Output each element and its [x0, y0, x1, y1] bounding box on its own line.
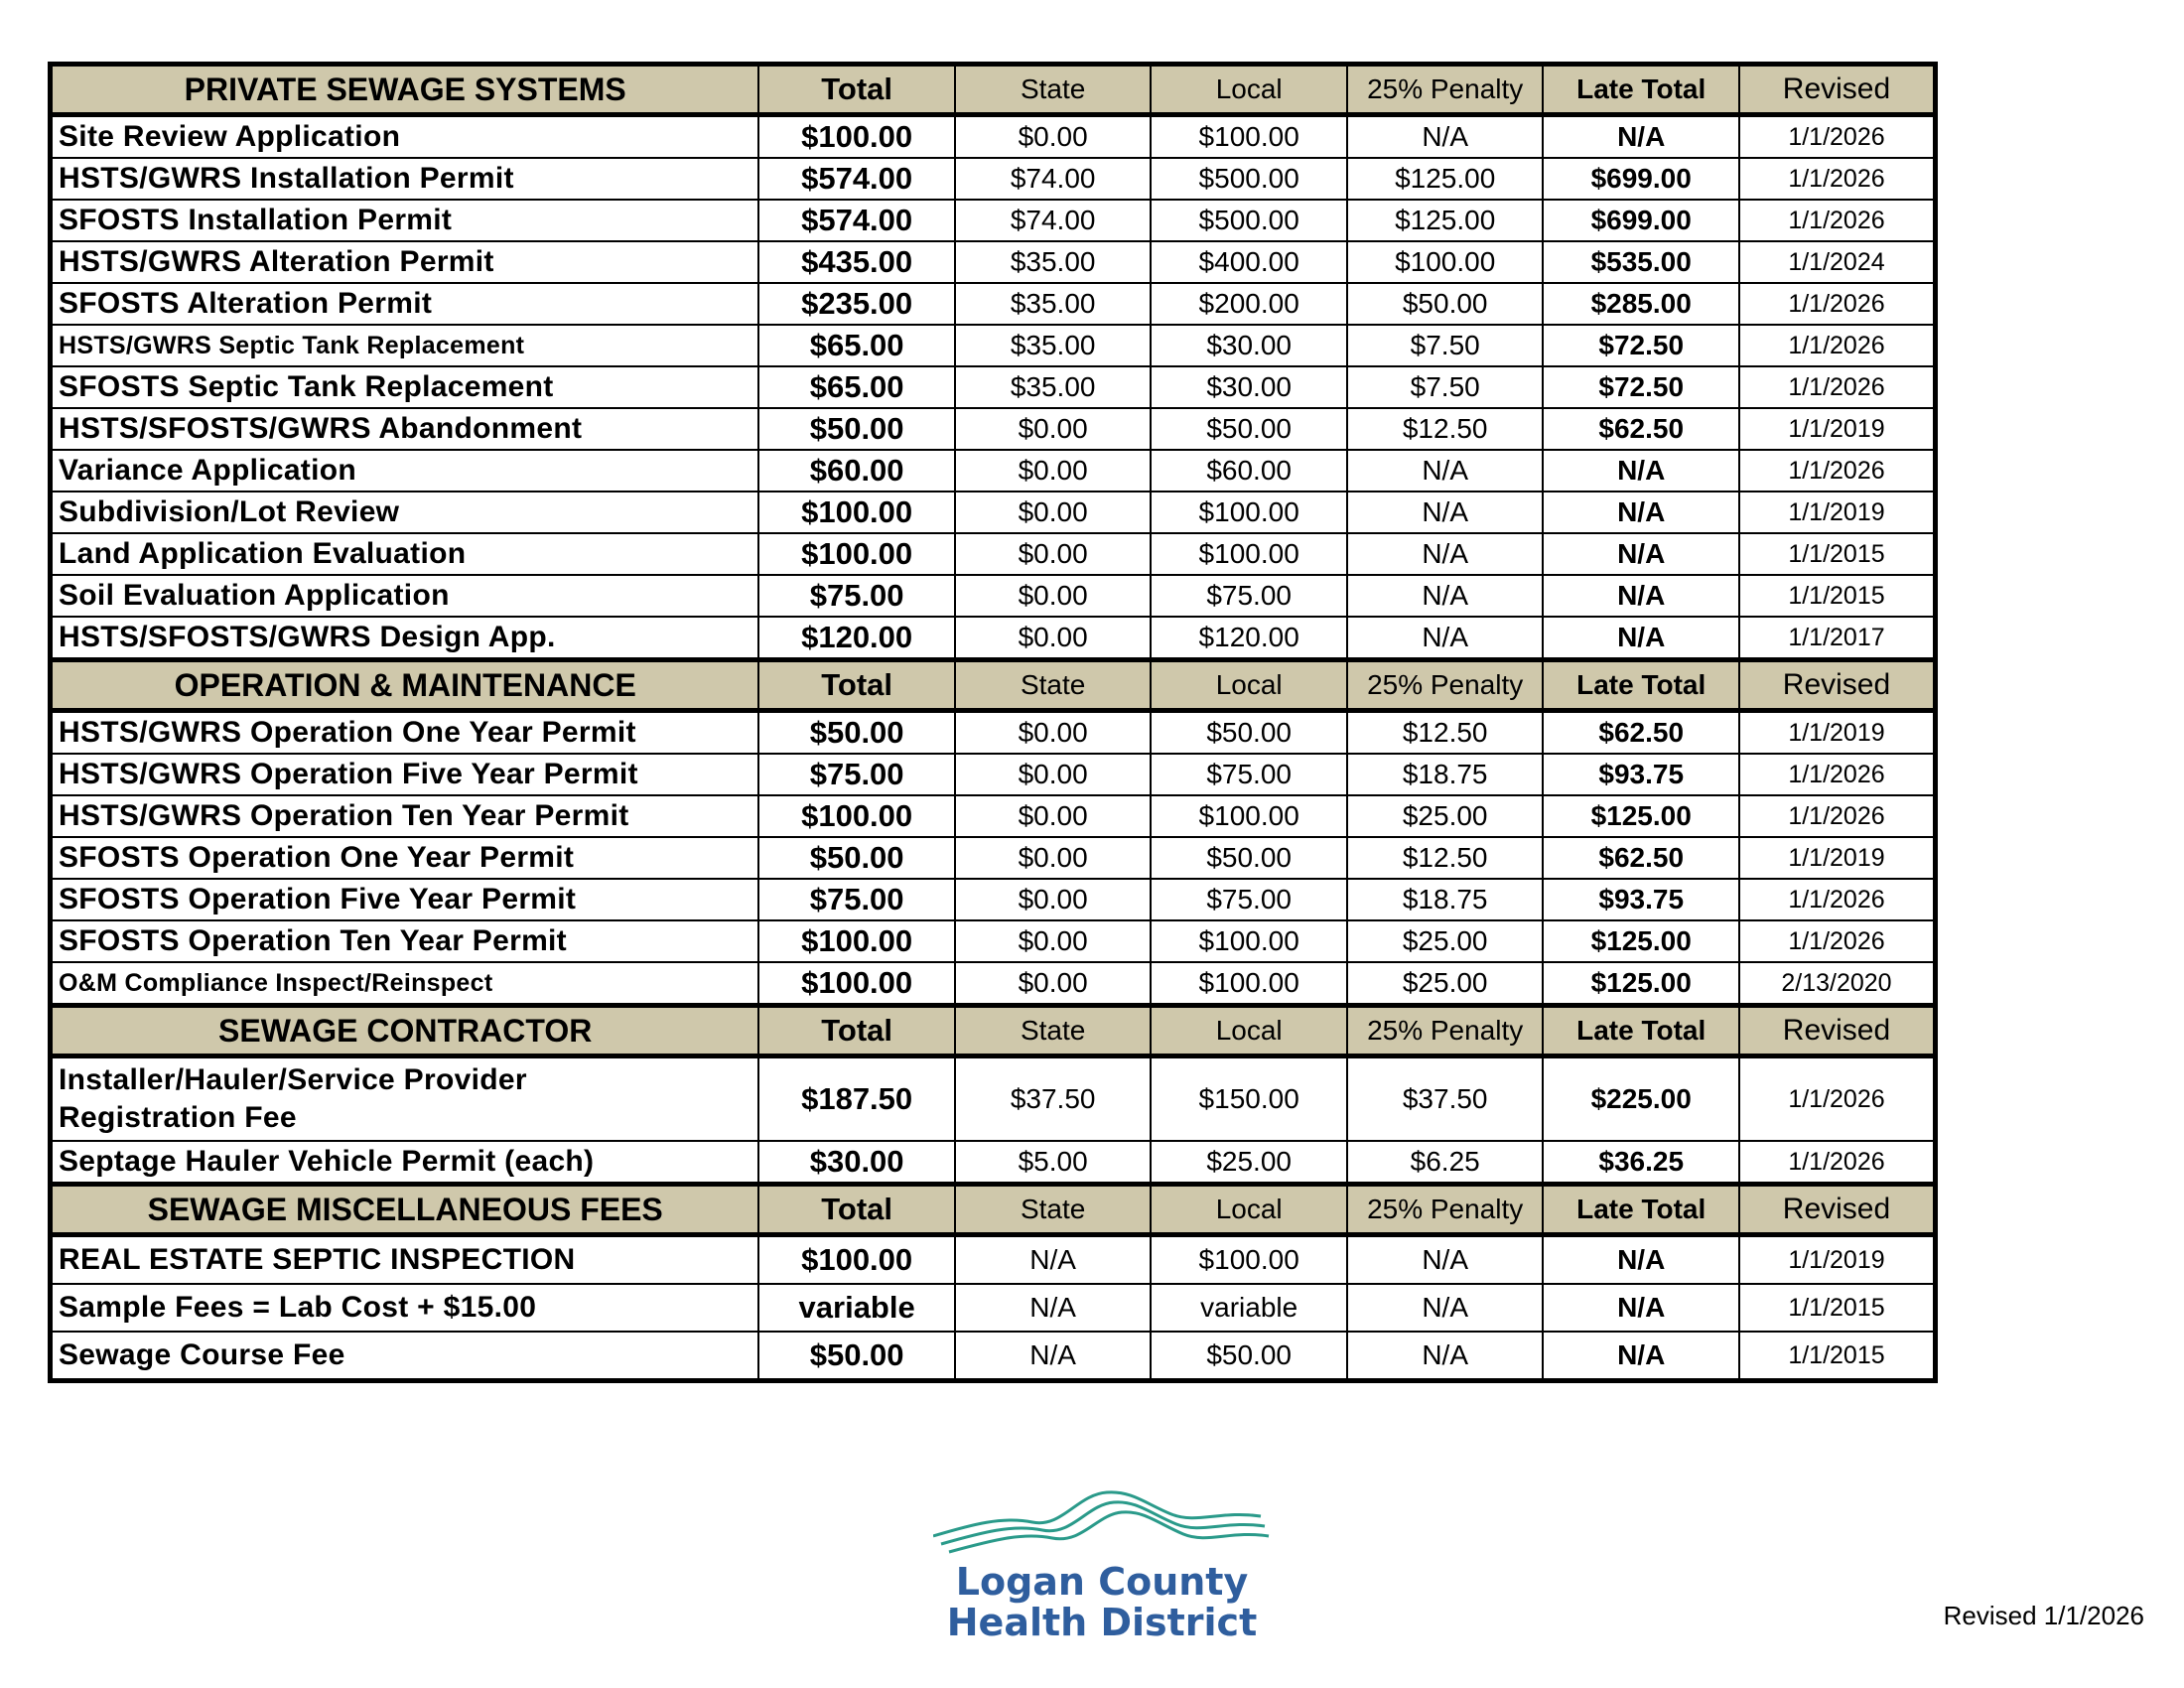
column-header-penalty: 25% Penalty: [1347, 65, 1544, 115]
fee-late-total: $93.75: [1543, 879, 1739, 920]
fee-revised: 1/1/2019: [1739, 492, 1936, 533]
fee-state: $0.00: [955, 408, 1152, 450]
fee-local: $30.00: [1151, 366, 1347, 408]
fee-late-total: $125.00: [1543, 962, 1739, 1006]
section-header: [51, 65, 1936, 115]
column-header-revised: Revised: [1739, 1006, 1936, 1056]
fee-total: $100.00: [758, 920, 955, 962]
fee-total: $60.00: [758, 450, 955, 492]
section-title: PRIVATE SEWAGE SYSTEMS: [51, 65, 759, 115]
fee-name: HSTS/GWRS Operation Five Year Permit: [51, 754, 759, 795]
fee-state: $74.00: [955, 158, 1152, 200]
fee-row: [51, 711, 1936, 755]
fee-row: [51, 1235, 1936, 1285]
fee-revised: 1/1/2019: [1739, 837, 1936, 879]
fee-state: $35.00: [955, 325, 1152, 366]
fee-state: $0.00: [955, 450, 1152, 492]
logo-line-1: Logan County: [955, 1560, 1249, 1604]
fee-state: $0.00: [955, 617, 1152, 660]
fee-row: [51, 408, 1936, 450]
fee-total: $50.00: [758, 837, 955, 879]
fee-revised: 2/13/2020: [1739, 962, 1936, 1006]
fee-penalty: $50.00: [1347, 283, 1544, 325]
fee-row: [51, 1141, 1936, 1185]
fee-local: $30.00: [1151, 325, 1347, 366]
fee-local: $50.00: [1151, 408, 1347, 450]
column-header-revised: Revised: [1739, 660, 1936, 711]
fee-penalty: $100.00: [1347, 241, 1544, 283]
fee-late-total: N/A: [1543, 1235, 1739, 1285]
fee-local: $100.00: [1151, 115, 1347, 159]
fee-name: SFOSTS Septic Tank Replacement: [51, 366, 759, 408]
fee-row: [51, 200, 1936, 241]
fee-revised: 1/1/2026: [1739, 325, 1936, 366]
fee-state: $35.00: [955, 241, 1152, 283]
fee-total: $30.00: [758, 1141, 955, 1185]
fee-late-total: $62.50: [1543, 408, 1739, 450]
section-title: SEWAGE CONTRACTOR: [51, 1006, 759, 1056]
fee-row: [51, 533, 1936, 575]
fee-penalty: N/A: [1347, 450, 1544, 492]
fee-late-total: N/A: [1543, 1332, 1739, 1381]
fee-row: [51, 158, 1936, 200]
fee-state: $37.50: [955, 1056, 1152, 1142]
fee-late-total: $125.00: [1543, 795, 1739, 837]
section-header: [51, 660, 1936, 711]
fee-penalty: $25.00: [1347, 795, 1544, 837]
fee-revised: 1/1/2026: [1739, 115, 1936, 159]
fee-name: Sewage Course Fee: [51, 1332, 759, 1381]
fee-revised: 1/1/2015: [1739, 1284, 1936, 1332]
fee-state: $0.00: [955, 962, 1152, 1006]
fee-local: $120.00: [1151, 617, 1347, 660]
fee-name: HSTS/SFOSTS/GWRS Design App.: [51, 617, 759, 660]
column-header-local: Local: [1151, 1185, 1347, 1235]
fee-row: [51, 837, 1936, 879]
column-header-penalty: 25% Penalty: [1347, 1006, 1544, 1056]
fee-penalty: N/A: [1347, 533, 1544, 575]
fee-local: $200.00: [1151, 283, 1347, 325]
mountain-waves-icon: [933, 1475, 1271, 1564]
fee-row: [51, 575, 1936, 617]
fee-late-total: $699.00: [1543, 200, 1739, 241]
column-header-total: Total: [758, 1185, 955, 1235]
logan-county-logo: [933, 1475, 1271, 1643]
fee-state: $0.00: [955, 795, 1152, 837]
column-header-total: Total: [758, 1006, 955, 1056]
fee-late-total: $72.50: [1543, 325, 1739, 366]
fee-total: $100.00: [758, 492, 955, 533]
fee-penalty: $6.25: [1347, 1141, 1544, 1185]
fee-revised: 1/1/2019: [1739, 1235, 1936, 1285]
fee-name: SFOSTS Operation One Year Permit: [51, 837, 759, 879]
section-header: [51, 1006, 1936, 1056]
fee-local: variable: [1151, 1284, 1347, 1332]
fee-name: Site Review Application: [51, 115, 759, 159]
fee-local: $100.00: [1151, 533, 1347, 575]
fee-total: $574.00: [758, 200, 955, 241]
fee-penalty: $7.50: [1347, 366, 1544, 408]
section-title: SEWAGE MISCELLANEOUS FEES: [51, 1185, 759, 1235]
logo-line-2: Health District: [946, 1601, 1258, 1644]
fee-late-total: $699.00: [1543, 158, 1739, 200]
fee-row: [51, 795, 1936, 837]
fee-row: [51, 617, 1936, 660]
fee-local: $150.00: [1151, 1056, 1347, 1142]
column-header-total: Total: [758, 660, 955, 711]
section-header: [51, 1185, 1936, 1235]
fee-late-total: $36.25: [1543, 1141, 1739, 1185]
fee-name: HSTS/GWRS Alteration Permit: [51, 241, 759, 283]
fee-local: $50.00: [1151, 1332, 1347, 1381]
fee-name: HSTS/GWRS Operation One Year Permit: [51, 711, 759, 755]
column-header-state: State: [955, 660, 1152, 711]
fee-local: $60.00: [1151, 450, 1347, 492]
fee-name: SFOSTS Installation Permit: [51, 200, 759, 241]
fee-name-line-2: Registration Fee: [59, 1101, 297, 1134]
fee-row: [51, 492, 1936, 533]
column-header-state: State: [955, 65, 1152, 115]
fee-row: [51, 879, 1936, 920]
fee-name-line-1: Installer/Hauler/Service Provider: [59, 1063, 527, 1096]
fee-name: Soil Evaluation Application: [51, 575, 759, 617]
fee-local: $100.00: [1151, 795, 1347, 837]
fee-total: $50.00: [758, 408, 955, 450]
fee-revised: 1/1/2026: [1739, 450, 1936, 492]
fee-local: $100.00: [1151, 492, 1347, 533]
fee-state: $74.00: [955, 200, 1152, 241]
fee-penalty: N/A: [1347, 1235, 1544, 1285]
fee-row: [51, 1332, 1936, 1381]
fee-local: $75.00: [1151, 879, 1347, 920]
fee-state: $0.00: [955, 879, 1152, 920]
fee-name: Sample Fees = Lab Cost + $15.00: [51, 1284, 759, 1332]
fee-local: $500.00: [1151, 158, 1347, 200]
fee-name: HSTS/GWRS Septic Tank Replacement: [51, 325, 759, 366]
fee-state: $0.00: [955, 492, 1152, 533]
column-header-local: Local: [1151, 65, 1347, 115]
fee-row: [51, 450, 1936, 492]
fee-state: $0.00: [955, 115, 1152, 159]
column-header-state: State: [955, 1006, 1152, 1056]
fee-penalty: $25.00: [1347, 962, 1544, 1006]
fee-revised: 1/1/2015: [1739, 533, 1936, 575]
fee-name: SFOSTS Operation Five Year Permit: [51, 879, 759, 920]
column-header-local: Local: [1151, 660, 1347, 711]
fee-name: REAL ESTATE SEPTIC INSPECTION: [51, 1235, 759, 1285]
fee-local: $50.00: [1151, 711, 1347, 755]
column-header-late-total: Late Total: [1543, 1185, 1739, 1235]
fee-late-total: N/A: [1543, 115, 1739, 159]
fee-row: [51, 920, 1936, 962]
fee-penalty: $37.50: [1347, 1056, 1544, 1142]
fee-total: $65.00: [758, 366, 955, 408]
fee-penalty: $18.75: [1347, 879, 1544, 920]
fee-revised: 1/1/2026: [1739, 158, 1936, 200]
fee-local: $500.00: [1151, 200, 1347, 241]
fee-row: [51, 283, 1936, 325]
fee-total: $100.00: [758, 962, 955, 1006]
fee-state: $0.00: [955, 533, 1152, 575]
fee-total: $100.00: [758, 795, 955, 837]
fee-total: variable: [758, 1284, 955, 1332]
fee-state: $0.00: [955, 754, 1152, 795]
fee-revised: 1/1/2026: [1739, 920, 1936, 962]
fee-penalty: $125.00: [1347, 200, 1544, 241]
fee-total: $50.00: [758, 1332, 955, 1381]
fee-row: [51, 241, 1936, 283]
fee-penalty: $25.00: [1347, 920, 1544, 962]
fee-local: $100.00: [1151, 962, 1347, 1006]
fee-total: $100.00: [758, 533, 955, 575]
column-header-late-total: Late Total: [1543, 65, 1739, 115]
fee-revised: 1/1/2026: [1739, 879, 1936, 920]
fee-revised: 1/1/2026: [1739, 366, 1936, 408]
fee-state: $35.00: [955, 366, 1152, 408]
fee-local: $400.00: [1151, 241, 1347, 283]
fee-total: $100.00: [758, 1235, 955, 1285]
fee-revised: 1/1/2026: [1739, 754, 1936, 795]
fee-state: $0.00: [955, 920, 1152, 962]
fee-total: $50.00: [758, 711, 955, 755]
column-header-penalty: 25% Penalty: [1347, 660, 1544, 711]
fee-late-total: N/A: [1543, 1284, 1739, 1332]
fee-local: $100.00: [1151, 920, 1347, 962]
fee-penalty: $12.50: [1347, 837, 1544, 879]
fee-row: [51, 1284, 1936, 1332]
fee-row: [51, 325, 1936, 366]
fee-late-total: $62.50: [1543, 837, 1739, 879]
fee-late-total: $62.50: [1543, 711, 1739, 755]
fee-table: [48, 62, 1938, 1383]
fee-late-total: N/A: [1543, 533, 1739, 575]
fee-penalty: N/A: [1347, 1284, 1544, 1332]
fee-name: HSTS/GWRS Operation Ten Year Permit: [51, 795, 759, 837]
fee-late-total: $125.00: [1543, 920, 1739, 962]
fee-penalty: N/A: [1347, 1332, 1544, 1381]
fee-revised: 1/1/2015: [1739, 575, 1936, 617]
fee-late-total: $93.75: [1543, 754, 1739, 795]
fee-total: $65.00: [758, 325, 955, 366]
fee-revised: 1/1/2026: [1739, 283, 1936, 325]
column-header-penalty: 25% Penalty: [1347, 1185, 1544, 1235]
fee-penalty: N/A: [1347, 575, 1544, 617]
fee-revised: 1/1/2015: [1739, 1332, 1936, 1381]
fee-local: $50.00: [1151, 837, 1347, 879]
fee-state: $0.00: [955, 711, 1152, 755]
fee-penalty: $12.50: [1347, 408, 1544, 450]
fee-local: $25.00: [1151, 1141, 1347, 1185]
fee-total: $120.00: [758, 617, 955, 660]
fee-revised: 1/1/2026: [1739, 1141, 1936, 1185]
fee-total: $100.00: [758, 115, 955, 159]
fee-local: $75.00: [1151, 575, 1347, 617]
fee-penalty: $7.50: [1347, 325, 1544, 366]
fee-row: [51, 754, 1936, 795]
column-header-total: Total: [758, 65, 955, 115]
fee-revised: 1/1/2026: [1739, 200, 1936, 241]
column-header-late-total: Late Total: [1543, 660, 1739, 711]
fee-state: $5.00: [955, 1141, 1152, 1185]
fee-name: [51, 1056, 759, 1142]
fee-total: $574.00: [758, 158, 955, 200]
column-header-state: State: [955, 1185, 1152, 1235]
fee-total: $435.00: [758, 241, 955, 283]
fee-revised: 1/1/2026: [1739, 1056, 1936, 1142]
fee-name: Variance Application: [51, 450, 759, 492]
fee-penalty: N/A: [1347, 115, 1544, 159]
fee-late-total: N/A: [1543, 575, 1739, 617]
fee-name: Subdivision/Lot Review: [51, 492, 759, 533]
fee-row: [51, 962, 1936, 1006]
fee-late-total: $285.00: [1543, 283, 1739, 325]
fee-revised: 1/1/2019: [1739, 408, 1936, 450]
fee-revised: 1/1/2017: [1739, 617, 1936, 660]
fee-name: HSTS/GWRS Installation Permit: [51, 158, 759, 200]
fee-name: Septage Hauler Vehicle Permit (each): [51, 1141, 759, 1185]
fee-penalty: $18.75: [1347, 754, 1544, 795]
fee-state: N/A: [955, 1235, 1152, 1285]
column-header-revised: Revised: [1739, 1185, 1936, 1235]
fee-local: $75.00: [1151, 754, 1347, 795]
fee-state: $0.00: [955, 837, 1152, 879]
column-header-revised: Revised: [1739, 65, 1936, 115]
fee-name: HSTS/SFOSTS/GWRS Abandonment: [51, 408, 759, 450]
fee-state: N/A: [955, 1332, 1152, 1381]
fee-state: $0.00: [955, 575, 1152, 617]
fee-total: $75.00: [758, 754, 955, 795]
fee-revised: 1/1/2024: [1739, 241, 1936, 283]
fee-penalty: N/A: [1347, 492, 1544, 533]
fee-row: [51, 366, 1936, 408]
fee-name: SFOSTS Alteration Permit: [51, 283, 759, 325]
fee-late-total: $225.00: [1543, 1056, 1739, 1142]
fee-row: [51, 115, 1936, 159]
fee-state: $35.00: [955, 283, 1152, 325]
footer-revised-date: Revised 1/1/2026: [1943, 1601, 2144, 1630]
fee-revised: 1/1/2019: [1739, 711, 1936, 755]
fee-total: $187.50: [758, 1056, 955, 1142]
column-header-late-total: Late Total: [1543, 1006, 1739, 1056]
fee-row: [51, 1056, 1936, 1142]
fee-late-total: N/A: [1543, 450, 1739, 492]
fee-penalty: $12.50: [1347, 711, 1544, 755]
fee-penalty: N/A: [1347, 617, 1544, 660]
fee-name: O&M Compliance Inspect/Reinspect: [51, 962, 759, 1006]
fee-state: N/A: [955, 1284, 1152, 1332]
fee-total: $235.00: [758, 283, 955, 325]
fee-table-body: [51, 65, 1936, 1381]
fee-late-total: $535.00: [1543, 241, 1739, 283]
fee-local: $100.00: [1151, 1235, 1347, 1285]
fee-total: $75.00: [758, 879, 955, 920]
column-header-local: Local: [1151, 1006, 1347, 1056]
fee-penalty: $125.00: [1347, 158, 1544, 200]
fee-late-total: N/A: [1543, 617, 1739, 660]
fee-total: $75.00: [758, 575, 955, 617]
fee-name: Land Application Evaluation: [51, 533, 759, 575]
fee-revised: 1/1/2026: [1739, 795, 1936, 837]
fee-late-total: $72.50: [1543, 366, 1739, 408]
fee-name: SFOSTS Operation Ten Year Permit: [51, 920, 759, 962]
fee-late-total: N/A: [1543, 492, 1739, 533]
section-title: OPERATION & MAINTENANCE: [51, 660, 759, 711]
